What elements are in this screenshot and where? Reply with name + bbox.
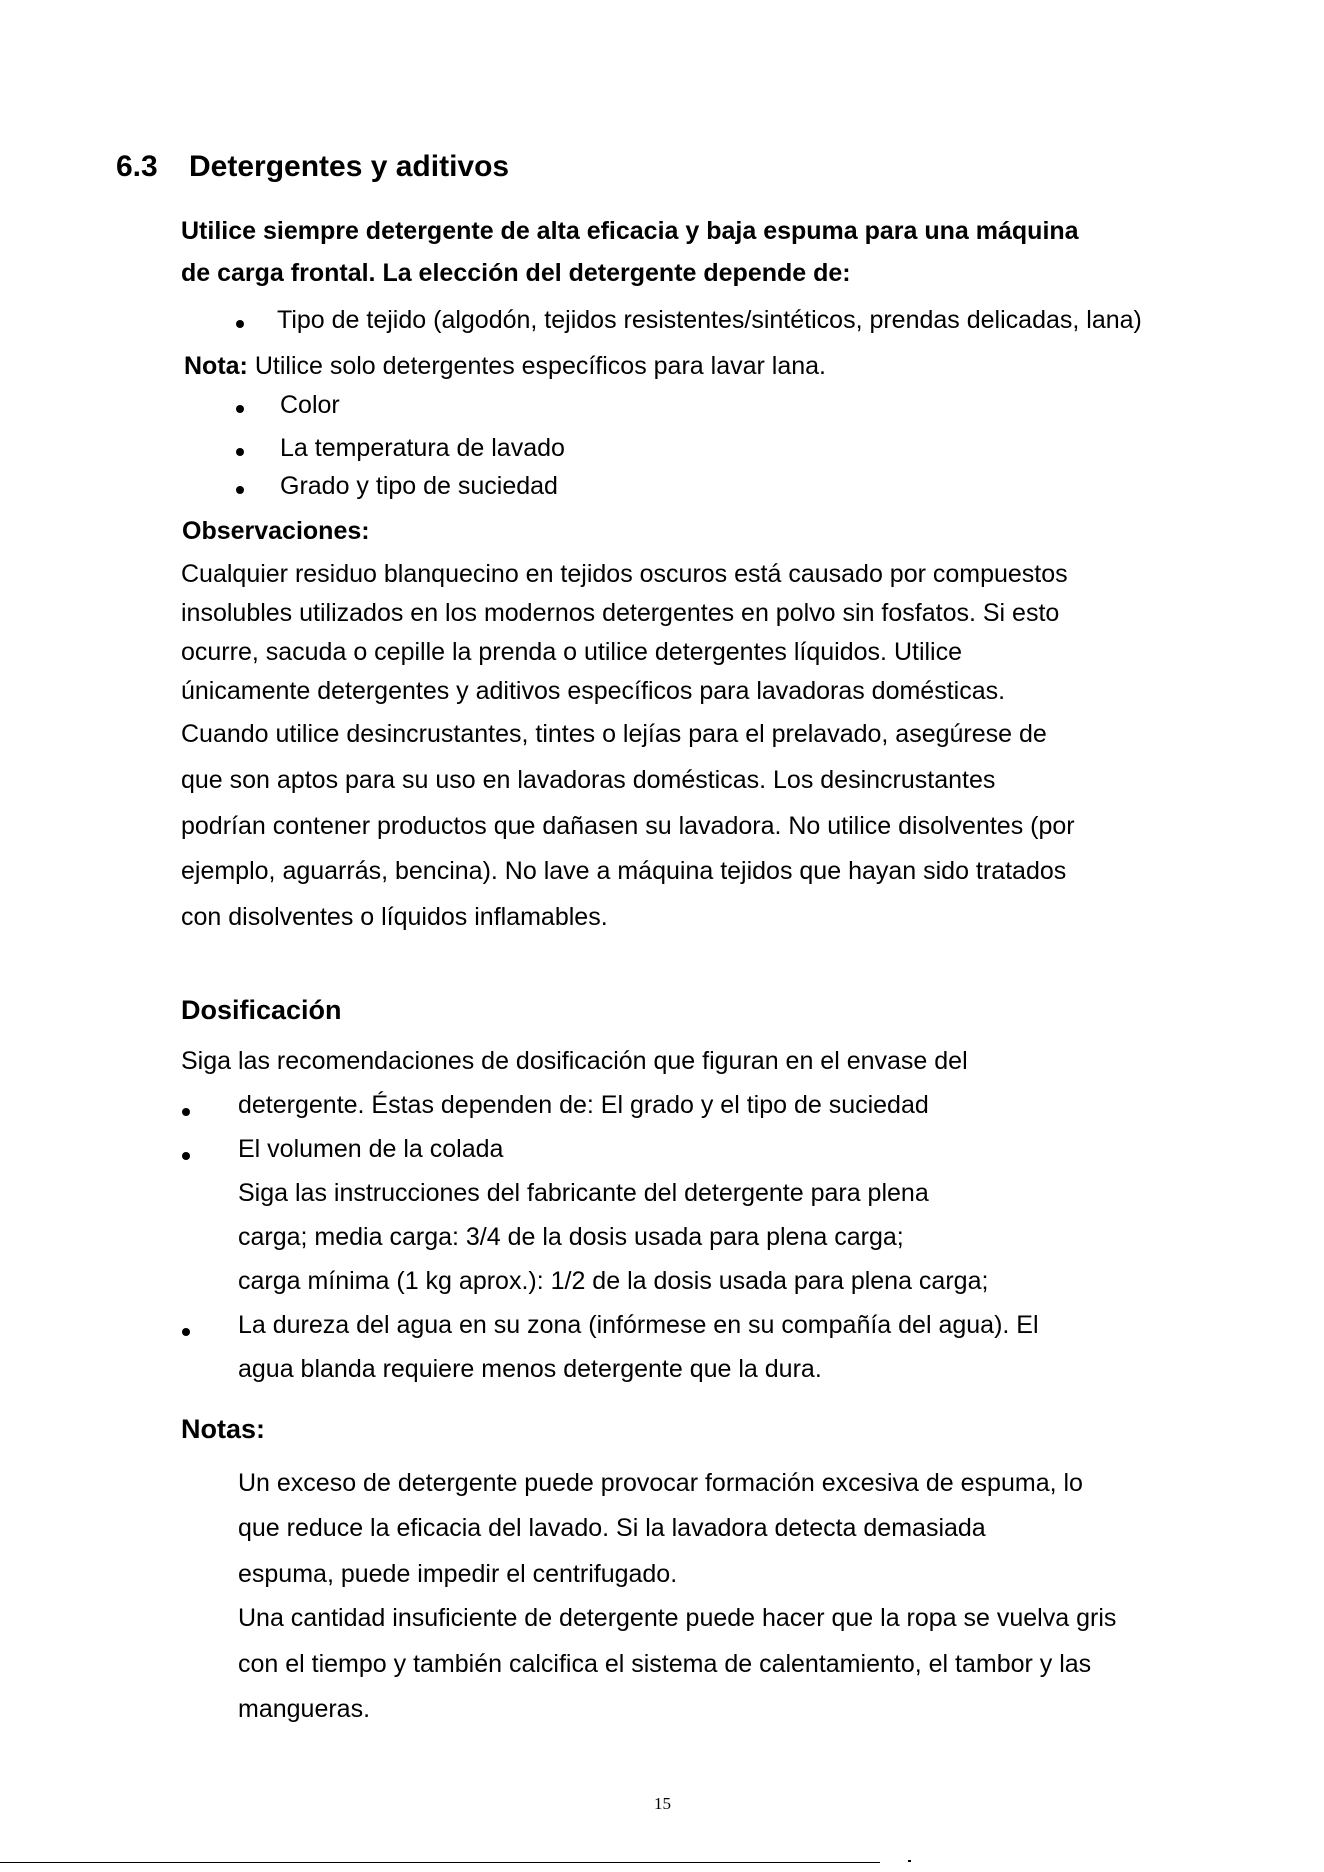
dosificacion-bullet-2: El volumen de la colada (238, 1135, 504, 1163)
observaciones-line: ejemplo, aguarrás, bencina). No lave a máquina tejidos que hayan sido tratados (181, 857, 1067, 885)
dosificacion-heading: Dosificación (181, 995, 342, 1025)
observaciones-line: Cuando utilice desincrustantes, tintes o lejías para el prelavado, asegúrese de (181, 720, 1047, 748)
page-number: 15 (654, 1794, 671, 1813)
observaciones-line: que son aptos para su uso en lavadoras domésticas. Los desincrustantes (181, 766, 996, 794)
notas-line: Un exceso de detergente puede provocar formación excesiva de espuma, lo (238, 1469, 1083, 1497)
item-tejido: Tipo de tejido (algodón, tejidos resistentes/sintéticos, prendas delicadas, lana) (277, 306, 1142, 334)
footer-rule (0, 1862, 880, 1863)
dosificacion-intro: Siga las recomendaciones de dosificación que figuran en el envase del (181, 1047, 968, 1075)
observaciones-line: con disolventes o líquidos inflamables. (181, 903, 608, 931)
notas-heading: Notas: (181, 1414, 266, 1444)
notas-line: espuma, puede impedir el centrifugado. (238, 1560, 678, 1588)
bullet-icon (182, 1152, 190, 1160)
item-temperatura: La temperatura de lavado (280, 434, 565, 462)
bullet-icon (236, 320, 244, 328)
notas-line: con el tiempo y también calcifica el sistema de calentamiento, el tambor y las (238, 1650, 1092, 1678)
observaciones-line: Cualquier residuo blanquecino en tejidos oscuros está causado por compuestos (181, 560, 1068, 588)
observaciones-line: podrían contener productos que dañasen su lavadora. No utilice disolventes (por (181, 812, 1075, 840)
item-color: Color (280, 391, 340, 419)
dosificacion-bullet-3-cont: agua blanda requiere menos detergente que la dura. (238, 1355, 822, 1383)
footer-mark (908, 1860, 911, 1862)
note-text: Utilice solo detergentes específicos para lavar lana. (247, 352, 826, 380)
bullet-icon (236, 448, 244, 456)
note-label: Nota: (184, 352, 248, 380)
bullet-icon (236, 486, 244, 494)
note-wool (184, 351, 826, 381)
dosificacion-bullet-3: La dureza del agua en su zona (infórmese en su compañía del agua). El (238, 1311, 1039, 1339)
item-suciedad: Grado y tipo de suciedad (280, 472, 558, 500)
section-title: Detergentes y aditivos (189, 150, 510, 183)
observaciones-line: únicamente detergentes y aditivos específicos para lavadoras domésticas. (181, 677, 1006, 705)
dosificacion-bullet-1: detergente. Éstas dependen de: El grado y el tipo de suciedad (238, 1091, 929, 1119)
notas-line: mangueras. (238, 1695, 371, 1723)
bullet-icon (236, 405, 244, 413)
dosificacion-sub-line: Siga las instrucciones del fabricante del detergente para plena (238, 1179, 929, 1207)
observaciones-line: ocurre, sacuda o cepille la prenda o utilice detergentes líquidos. Utilice (181, 638, 963, 666)
bullet-icon (182, 1108, 190, 1116)
dosificacion-sub-line: carga mínima (1 kg aprox.): 1/2 de la dosis usada para plena carga; (238, 1267, 989, 1295)
observaciones-line: insolubles utilizados en los modernos detergentes en polvo sin fosfatos. Si esto (181, 599, 1060, 627)
dosificacion-sub-line: carga; media carga: 3/4 de la dosis usada para plena carga; (238, 1223, 904, 1251)
notas-line: Una cantidad insuficiente de detergente puede hacer que la ropa se vuelva gris (238, 1604, 1117, 1632)
notas-line: que reduce la eficacia del lavado. Si la lavadora detecta demasiada (238, 1514, 986, 1542)
intro-line-1: Utilice siempre detergente de alta eficacia y baja espuma para una máquina (181, 217, 1079, 245)
bullet-icon (182, 1328, 190, 1336)
section-number: 6.3 (116, 150, 158, 183)
intro-line-2: de carga frontal. La elección del detergente depende de: (181, 259, 851, 287)
observaciones-heading: Observaciones: (182, 517, 370, 545)
